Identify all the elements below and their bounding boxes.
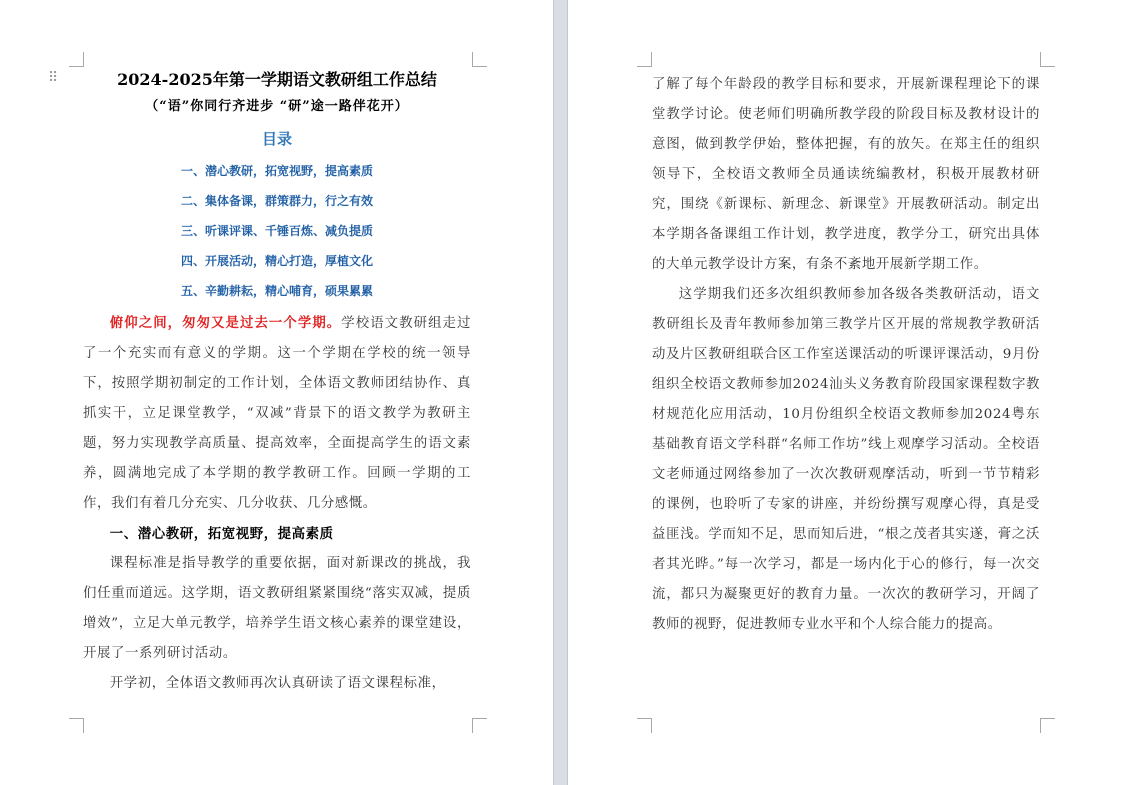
document-page-right[interactable] [568, 0, 1121, 785]
page-corner-mark [472, 718, 487, 733]
toc-item[interactable]: 三、听课评课、千锤百炼、减负提质 [180, 224, 373, 238]
toc-item[interactable]: 四、开展活动，精心打造，厚植文化 [180, 254, 373, 268]
section-heading[interactable]: 一、潜心教研，拓宽视野，提高素质 [109, 526, 334, 542]
page-corner-mark [1040, 718, 1055, 733]
page-corner-mark [69, 52, 84, 67]
document-title[interactable]: 2024-2025年第一学期语文教研组工作总结 [117, 70, 437, 89]
toc-heading[interactable]: 目录 [261, 130, 292, 148]
toc-item[interactable]: 五、辛勤耕耘，精心哺育，硕果累累 [180, 284, 373, 298]
body-paragraph[interactable]: 了解了每个年龄段的教学目标和要求，开展新课程理论下的课堂教学讨论。使老师们明确所教学段的阶段目标及教材设计的意图，做到教学伊始，整体把握，有的放矢。在郑主任的组织领导下，全校语文教师全员通读统编教材，积极开展教材研究，围绕《新课标、新理念、新课堂》开展教研活动。制定出本学期各备课组工作计划，教学进度，教学分工，研究出具体的大单元教学设计方案，有条不紊地开展新学期工作。 [652, 77, 1040, 272]
page-corner-mark [69, 718, 84, 733]
page-corner-mark [637, 52, 652, 67]
page-left-content [83, 0, 471, 699]
intro-highlight: 俯仰之间，匆匆又是过去一个学期。 [109, 315, 342, 331]
toc-item[interactable]: 一、潜心教研，拓宽视野，提高素质 [180, 164, 373, 178]
page-gutter [553, 0, 568, 785]
body-paragraph[interactable]: 开学初，全体语文教师再次认真研读了语文课程标准， [109, 676, 446, 691]
document-page-left[interactable] [0, 0, 553, 785]
document-subtitle[interactable]: （“语”你同行齐进步 “研”途一路伴花开） [145, 99, 409, 114]
body-paragraph[interactable]: 课程标准是指导教学的重要依据，面对新课改的挑战，我们任重而道远。这学期，语文教研组紧紧围绕“落实双减，提质增效”，立足大单元教学，培养学生语文核心素养的课堂建设，开展了一系列研讨活动。 [83, 556, 471, 661]
intro-paragraph[interactable] [83, 308, 471, 519]
toc-item[interactable]: 二、集体备课，群策群力，行之有效 [180, 194, 373, 208]
page-corner-mark [1040, 52, 1055, 67]
page-corner-mark [637, 718, 652, 733]
intro-text: 学校语文教研组走过了一个充实而有意义的学期。这一个学期在学校的统一领导下，按照学期初制定的工作计划，全体语文教师团结协作、真抓实干，立足课堂教学，“双减”背景下的语文教学为教研主题，努力实现教学高质量、提高效率，全面提高学生的语文素养，圆满地完成了本学期的教学教研工作。回顾一学期的工作，我们有着几分充实、几分收获、几分感慨。 [83, 316, 471, 511]
move-table-handle-icon[interactable]: ⠿ [48, 70, 58, 86]
page-corner-mark [472, 52, 487, 67]
page-right-content [652, 70, 1040, 640]
body-paragraph[interactable]: 这学期我们还多次组织教师参加各级各类教研活动，语文教研组长及青年教师参加第三教学片区开展的常规教学教研活动及片区教研组联合区工作室送课活动的听课评课活动，9月份组织全校语文教师参加2024汕头义务教育阶段国家课程数字教材规范化应用活动，10月份组织全校语文教师参加2024粤东基础教育语文学科群“名师工作坊”线上观摩学习活动。全校语文老师通过网络参加了一次次教研观摩活动，听到一节节精彩的课例，也聆听了专家的讲座，并纷纷撰写观摩心得，真是受益匪浅。学而知不足，思而知后进，“根之茂者其实遂，膏之沃者其光晔。”每一次学习，都是一场内化于心的修行，每一次交流，都只为凝聚更好的教育力量。一次次的教研学习，开阔了教师的视野，促进教师专业水平和个人综合能力的提高。 [652, 287, 1040, 632]
